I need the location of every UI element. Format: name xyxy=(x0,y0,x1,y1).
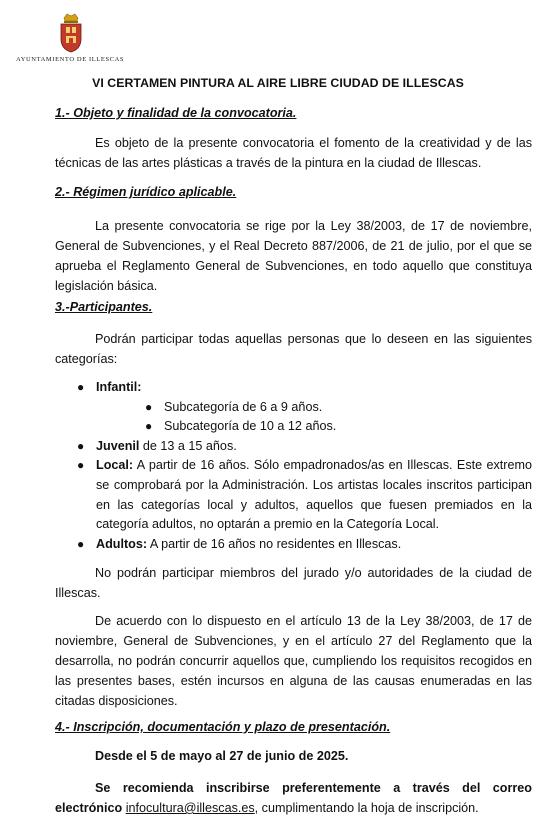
recommend-text: Se recomienda inscribirse preferentemente a través del correo electrónico xyxy=(55,781,532,815)
category-label: Adultos: xyxy=(96,536,148,551)
section-4-recommend xyxy=(55,778,532,818)
bullet-icon: ● xyxy=(77,536,85,551)
logo-text: AYUNTAMIENTO DE ILLESCAS xyxy=(16,56,125,63)
bullet-icon: ● xyxy=(77,438,85,453)
section-3-note: No podrán participar miembros del jurado y/o autoridades de la ciudad de Illescas. xyxy=(55,566,532,600)
category-label: Infantil: xyxy=(96,380,142,394)
bullet-icon: ● xyxy=(77,458,85,473)
category-infantil xyxy=(55,378,532,437)
category-text: A partir de 16 años no residentes en Illescas. xyxy=(147,536,402,551)
category-local xyxy=(55,456,532,534)
coat-of-arms-icon xyxy=(58,12,84,54)
bullet-icon: ● xyxy=(145,419,153,434)
category-text: de 13 a 15 años. xyxy=(139,438,237,453)
subcategory-item xyxy=(96,398,532,418)
section-2-heading: 2.- Régimen jurídico aplicable. xyxy=(55,185,237,199)
section-3-legal: De acuerdo con lo dispuesto en el artículo 13 de la Ley 38/2003, de 17 de noviembre, General de Subvenciones, y en el artículo 27 del Reglamento que la desarrolla, no podrán concurrir aquellos que, cumpliendo los requisitos recogidos en las presentes bases, estén incursos en alguna de las causas enumeradas en las citadas disposiciones. xyxy=(55,614,532,708)
after-email-text: , cumplimentando la hoja de inscripción. xyxy=(254,801,479,815)
section-2-paragraph: La presente convocatoria se rige por la Ley 38/2003, de 17 de noviembre, General de Subvenciones, y el Real Decreto 887/2006, de 21 de julio, por el que se aprueba el Reglamento General de Subvenciones, en todo aquello que constituya legislación básica. xyxy=(55,219,532,293)
category-label: Local: xyxy=(96,458,134,473)
bullet-icon: ● xyxy=(77,380,85,394)
category-adultos xyxy=(55,535,532,555)
section-4-heading: 4.- Inscripción, documentación y plazo de presentación. xyxy=(55,720,391,734)
category-juvenil xyxy=(55,437,532,457)
category-label: Juvenil xyxy=(96,438,140,453)
section-1-paragraph: Es objeto de la presente convocatoria el fomento de la creatividad y de las técnicas de las artes plásticas a través de la pintura en la ciudad de Illescas. xyxy=(55,136,532,170)
document-title: VI CERTAMEN PINTURA AL AIRE LIBRE CIUDAD DE ILLESCAS xyxy=(92,76,464,90)
subcategory-text: Subcategoría de 10 a 12 años. xyxy=(164,419,337,434)
municipal-logo xyxy=(16,12,128,63)
section-1-heading: 1.- Objeto y finalidad de la convocatoria. xyxy=(55,106,297,120)
section-4-dates: Desde el 5 de mayo al 27 de junio de 2025. xyxy=(95,749,349,763)
email-link[interactable]: infocultura@illescas.es xyxy=(125,801,255,815)
subcategory-item xyxy=(96,417,532,437)
category-text: A partir de 16 años. Sólo empadronados/as en Illescas. Este extremo se comprobará por la Administración. Los artistas locales inscritos participan en las categorías local y adultos, aquellos que fuesen premiados en la categoría adultos, no optarán a premio en la Categoría Local. xyxy=(96,458,532,532)
subcategory-text: Subcategoría de 6 a 9 años. xyxy=(164,399,323,414)
section-3-heading: 3.-Participantes. xyxy=(55,300,153,314)
categories-list xyxy=(55,378,532,554)
subcategory-list xyxy=(96,398,532,437)
bullet-icon: ● xyxy=(145,399,153,414)
section-3-intro: Podrán participar todas aquellas personas que lo deseen en las siguientes categorías: xyxy=(55,332,532,366)
